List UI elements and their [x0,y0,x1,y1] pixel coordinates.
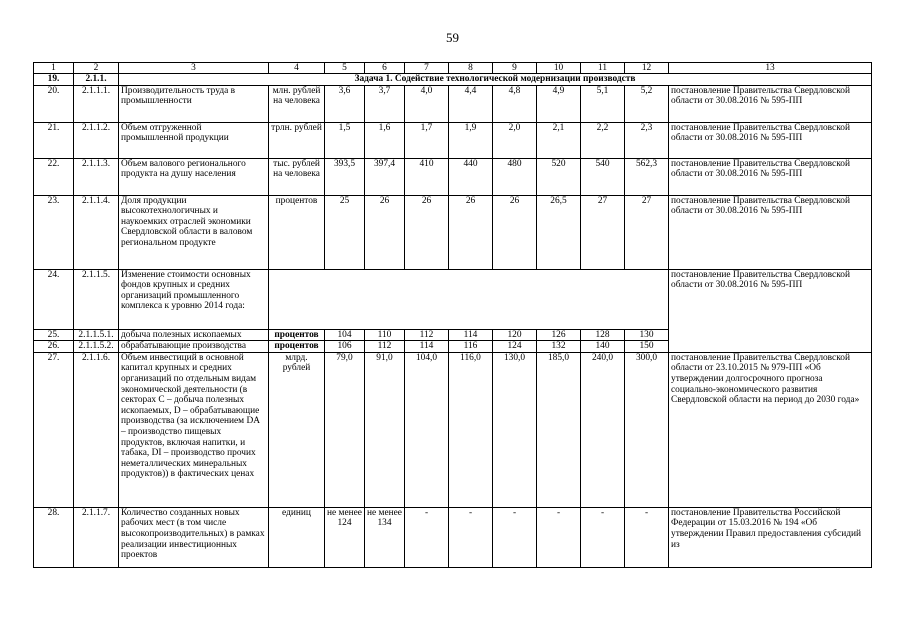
indicator-unit: трлн. рублей [269,122,325,158]
indicator-name: Объем валового регионального продукта на душу населения [119,158,269,195]
value-cell: 540 [581,158,625,195]
value-cell: - [581,507,625,567]
value-cell: 26,5 [537,195,581,269]
value-cell: 1,5 [325,122,365,158]
page-number: 59 [446,30,459,45]
row-number: 19. [34,74,74,86]
value-cell: 300,0 [625,352,669,507]
value-cell: 124 [493,341,537,353]
value-cell: 2,2 [581,122,625,158]
row-number: 20. [34,85,74,122]
value-cell: 2,1 [537,122,581,158]
value-cell: 104,0 [405,352,449,507]
table-row [34,269,872,329]
value-cell: 397,4 [365,158,405,195]
column-header: 8 [449,63,493,74]
indicator-name: Объем инвестиций в основной капитал крупных и средних организаций по отдельным видам экономической деятельности (в секторах C – добыча полезных ископаемых, D – обрабатывающие производства (за исключением DA – производство пищевых продуктов, включая напитки, и табака, DI – производство прочих неметаллических минеральных продуктов)) в фактических ценах [119,352,269,507]
value-cell: 106 [325,341,365,353]
source-document: постановление Правительства Свердловской области от 30.08.2016 № 595-ПП [669,269,872,352]
indicators-table [33,62,872,568]
column-header: 7 [405,63,449,74]
value-cell: 185,0 [537,352,581,507]
row-number: 27. [34,352,74,507]
value-cell: 4,8 [493,85,537,122]
value-cell: 110 [365,329,405,341]
row-number: 26. [34,341,74,353]
value-cell: 120 [493,329,537,341]
row-number: 24. [34,269,74,329]
value-cell: 4,9 [537,85,581,122]
column-header: 10 [537,63,581,74]
value-cell: 393,5 [325,158,365,195]
value-cell: 25 [325,195,365,269]
row-code: 2.1.1.7. [74,507,119,567]
value-cell: 26 [405,195,449,269]
table-row [34,195,872,269]
value-cell: 116 [449,341,493,353]
row-code: 2.1.1.3. [74,158,119,195]
source-document: постановление Правительства Российской Федерации от 15.03.2016 № 194 «Об утверждении Правил предоставления субсидий из [669,507,872,567]
indicator-name: Доля продукции высокотехнологичных и наукоемких отраслей экономики Свердловской области в валовом региональном продукте [119,195,269,269]
row-code: 2.1.1.5.1. [74,329,119,341]
value-cell: 4,4 [449,85,493,122]
value-cell: 26 [365,195,405,269]
table-row [34,352,872,507]
indicator-name: Объем отгруженной промышленной продукции [119,122,269,158]
column-header: 13 [669,63,872,74]
indicator-unit: процентов [269,341,325,353]
row-code: 2.1.1.6. [74,352,119,507]
row-code: 2.1.1.5. [74,269,119,329]
value-cell: 1,9 [449,122,493,158]
value-cell: 79,0 [325,352,365,507]
task-row [34,74,872,86]
column-header: 4 [269,63,325,74]
column-header: 2 [74,63,119,74]
column-number-row [34,63,872,74]
indicator-unit: млн. рублей на человека [269,85,325,122]
column-header: 5 [325,63,365,74]
column-header: 9 [493,63,537,74]
value-cell: 140 [581,341,625,353]
value-cell: 130,0 [493,352,537,507]
indicator-unit: единиц [269,507,325,567]
value-cell: 5,2 [625,85,669,122]
column-header: 6 [365,63,405,74]
indicator-name: Изменение стоимости основных фондов крупных и средних организаций промышленного комплекса к уровню 2014 года: [119,269,269,329]
source-document: постановление Правительства Свердловской области от 30.08.2016 № 595-ПП [669,195,872,269]
value-cell: 562,3 [625,158,669,195]
value-cell: 114 [405,341,449,353]
row-code: 2.1.1. [74,74,119,86]
source-document: постановление Правительства Свердловской области от 23.10.2015 № 979-ПП «Об утверждении долгосрочного прогноза социально-экономического развития Свердловской области на период до 2030 года» [669,352,872,507]
row-code: 2.1.1.2. [74,122,119,158]
value-cell: 27 [625,195,669,269]
value-cell: 480 [493,158,537,195]
indicator-name: Производительность труда в промышленности [119,85,269,122]
value-cell: 1,6 [365,122,405,158]
indicator-name: обрабатывающие производства [119,341,269,353]
value-cell: 91,0 [365,352,405,507]
value-cell: 116,0 [449,352,493,507]
indicator-unit: процентов [269,195,325,269]
column-header: 1 [34,63,74,74]
value-cell: 520 [537,158,581,195]
value-cell: 126 [537,329,581,341]
value-cell: не менее 134 [365,507,405,567]
value-cell: 3,6 [325,85,365,122]
row-number: 21. [34,122,74,158]
row-code: 2.1.1.4. [74,195,119,269]
empty-merged-cell [269,269,669,329]
value-cell: - [625,507,669,567]
value-cell: 104 [325,329,365,341]
row-code: 2.1.1.1. [74,85,119,122]
row-number: 22. [34,158,74,195]
column-header: 3 [119,63,269,74]
value-cell: - [537,507,581,567]
value-cell: не менее 124 [325,507,365,567]
row-code: 2.1.1.5.2. [74,341,119,353]
value-cell: 112 [405,329,449,341]
table-row [34,158,872,195]
indicator-unit: млрд. рублей [269,352,325,507]
value-cell: 26 [449,195,493,269]
source-document: постановление Правительства Свердловской области от 30.08.2016 № 595-ПП [669,122,872,158]
value-cell: 132 [537,341,581,353]
row-number: 28. [34,507,74,567]
row-number: 25. [34,329,74,341]
value-cell: 5,1 [581,85,625,122]
value-cell: - [493,507,537,567]
value-cell: 114 [449,329,493,341]
value-cell: 1,7 [405,122,449,158]
source-document: постановление Правительства Свердловской области от 30.08.2016 № 595-ПП [669,85,872,122]
column-header: 11 [581,63,625,74]
value-cell: 112 [365,341,405,353]
indicator-name: Количество созданных новых рабочих мест (в том числе высокопроизводительных) в рамках реализации инвестиционных проектов [119,507,269,567]
table-row [34,85,872,122]
indicator-name: добыча полезных ископаемых [119,329,269,341]
value-cell: 128 [581,329,625,341]
indicator-unit: тыс. рублей на человека [269,158,325,195]
value-cell: 410 [405,158,449,195]
table-row [34,122,872,158]
indicator-unit: процентов [269,329,325,341]
value-cell: 2,0 [493,122,537,158]
source-document: постановление Правительства Свердловской области от 30.08.2016 № 595-ПП [669,158,872,195]
table-row [34,507,872,567]
value-cell: - [449,507,493,567]
value-cell: 27 [581,195,625,269]
value-cell: 440 [449,158,493,195]
value-cell: 26 [493,195,537,269]
row-number: 23. [34,195,74,269]
column-header: 12 [625,63,669,74]
value-cell: 3,7 [365,85,405,122]
value-cell: 150 [625,341,669,353]
value-cell: 240,0 [581,352,625,507]
value-cell: 4,0 [405,85,449,122]
value-cell: - [405,507,449,567]
task-title: Задача 1. Содействие технологической модернизации производств [119,74,872,86]
value-cell: 2,3 [625,122,669,158]
value-cell: 130 [625,329,669,341]
